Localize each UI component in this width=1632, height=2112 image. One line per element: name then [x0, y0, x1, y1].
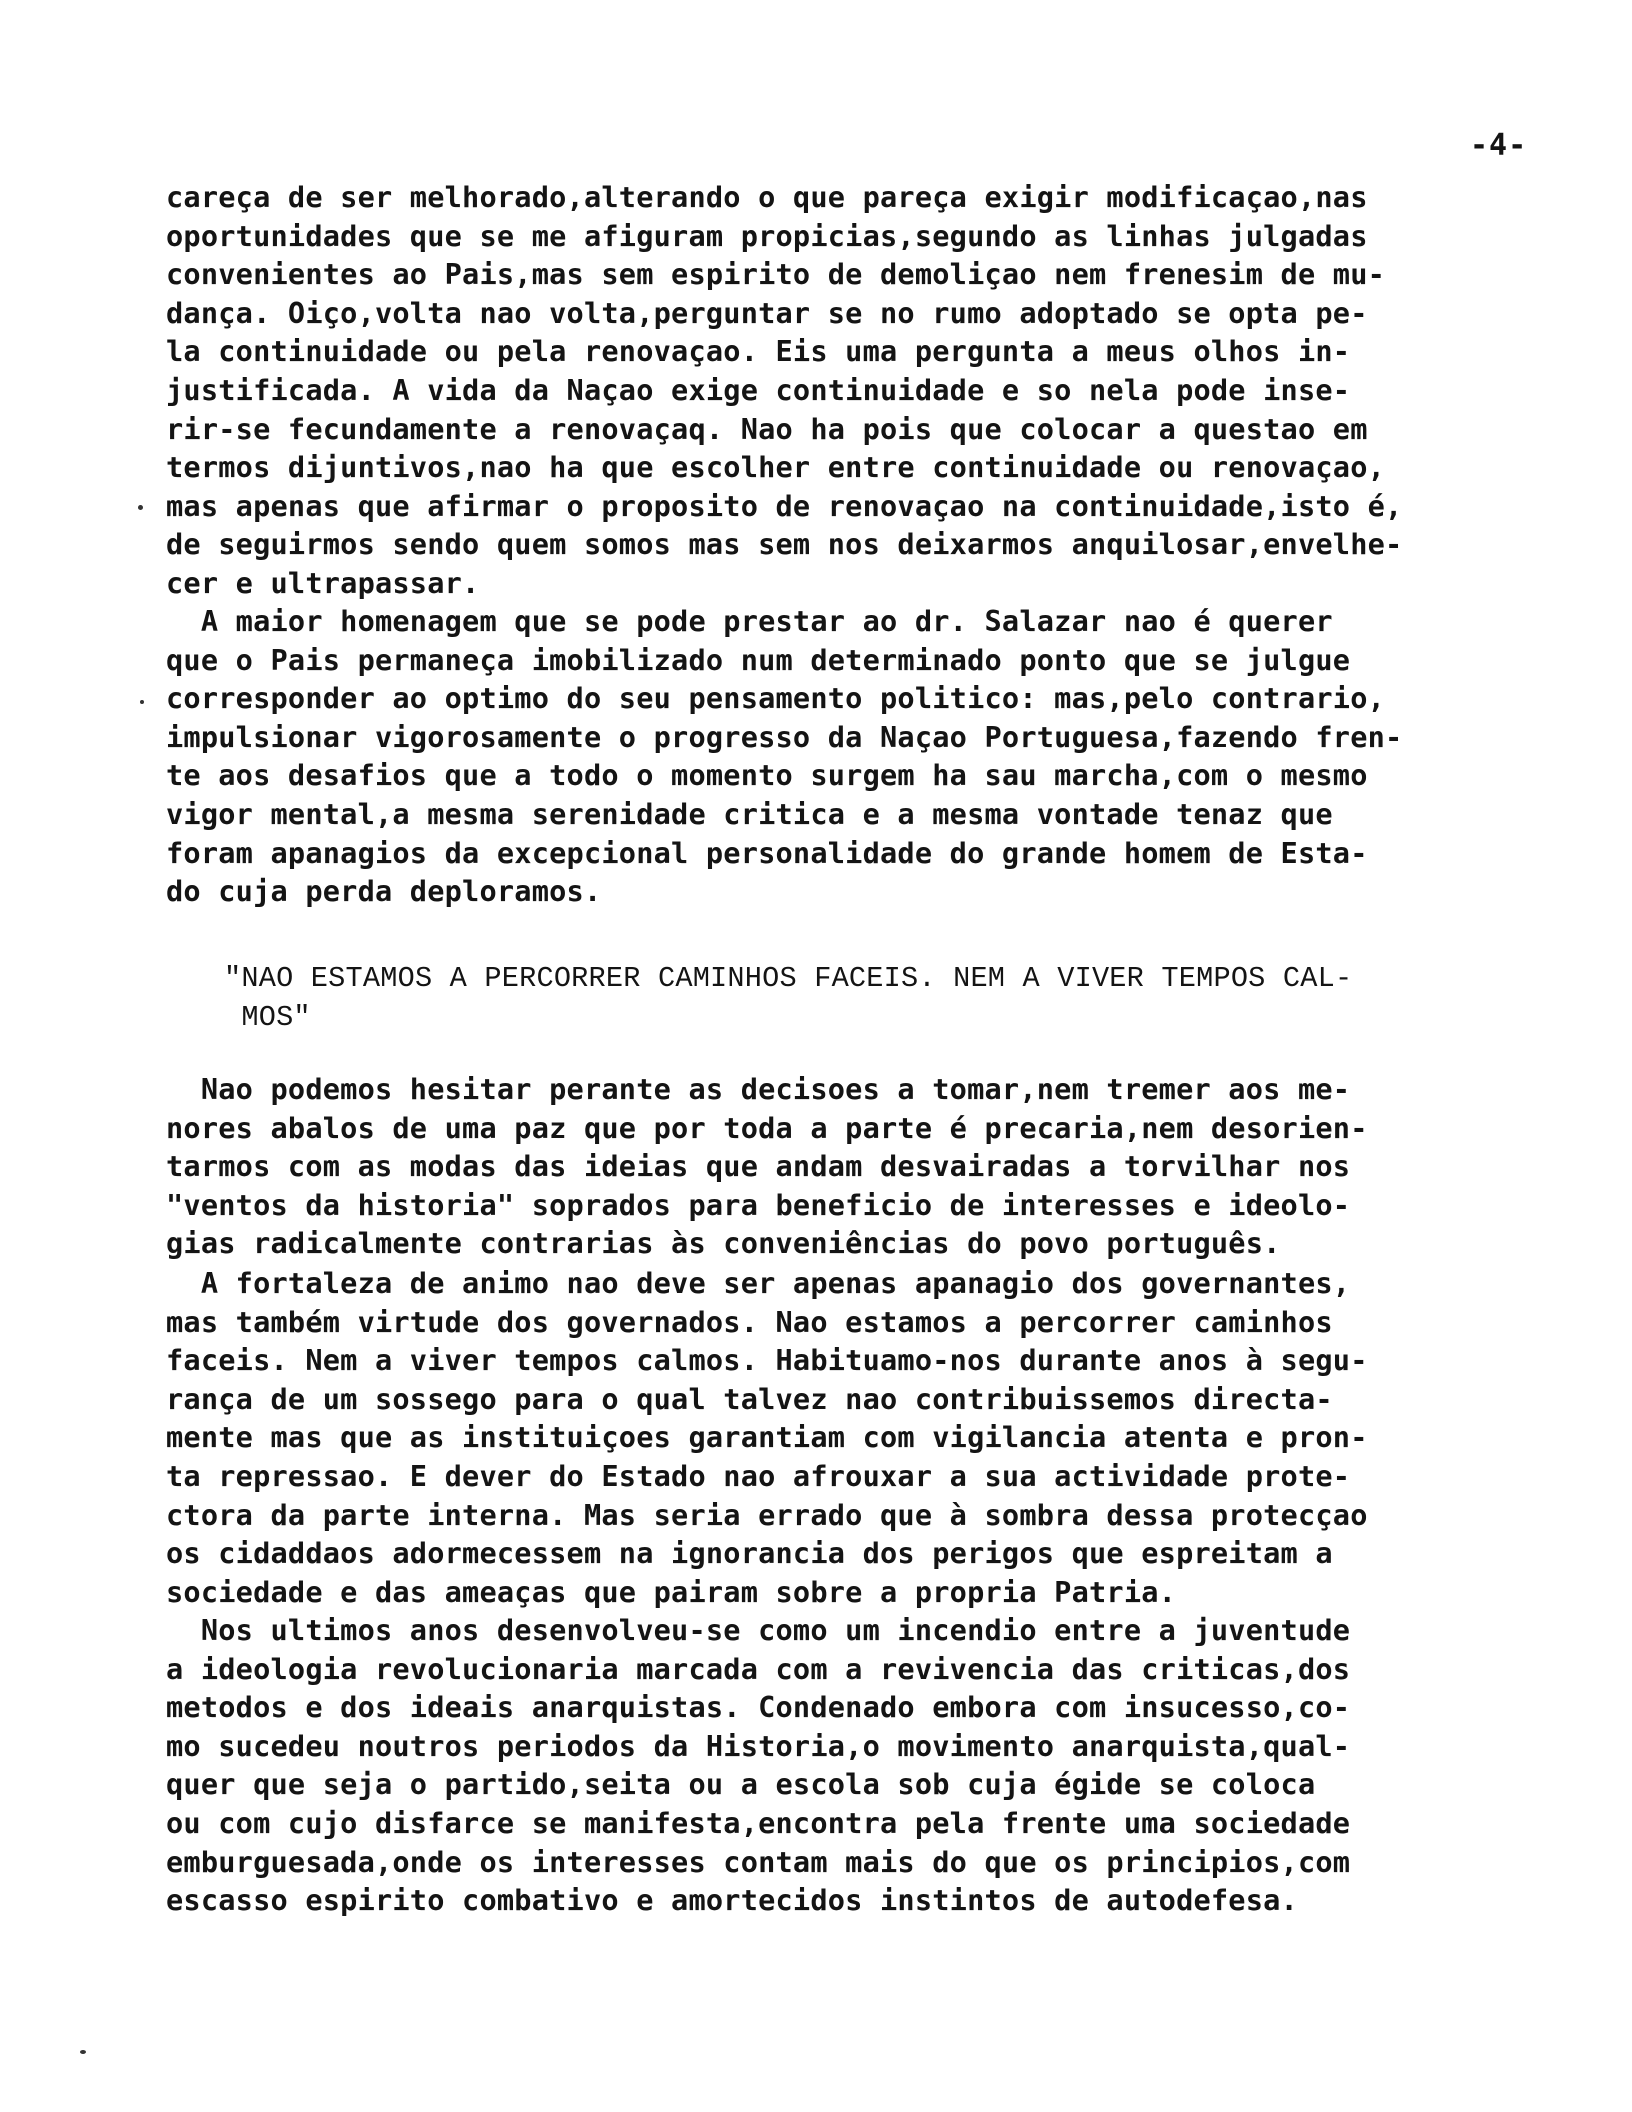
page-number: -4-	[1470, 128, 1528, 163]
text-line: mas apenas que afirmar o proposito de renovaçao na continuidade,isto é,	[166, 488, 1403, 523]
text-line: ou com cujo disfarce se manifesta,encontra pela frente uma sociedade	[166, 1805, 1351, 1840]
text-line: oportunidades que se me afiguram propicias,segundo as linhas julgadas	[166, 218, 1368, 253]
text-line: Nao podemos hesitar perante as decisoes a tomar,nem tremer aos me-	[166, 1072, 1351, 1106]
text-line: sociedade e das ameaças que pairam sobre a propria Patria.	[166, 1574, 1177, 1609]
text-line: nores abalos de uma paz que por toda a parte é precaria,nem desorien-	[166, 1110, 1368, 1145]
text-line: careça de ser melhorado,alterando o que pareça exigir modificaçao,nas	[166, 180, 1368, 214]
text-line: de seguirmos sendo quem somos mas sem nos deixarmos anquilosar,envelhe-	[166, 527, 1403, 562]
text-line: que o Pais permaneça imobilizado num determinado ponto que se julgue	[166, 642, 1351, 677]
section-heading	[224, 960, 1544, 1037]
text-line: mo sucedeu noutros periodos da Historia,o movimento anarquista,qual-	[166, 1728, 1351, 1763]
paragraph-5	[166, 1611, 1546, 1920]
scan-speck	[140, 700, 144, 704]
text-line: la continuidade ou pela renovaçao. Eis uma pergunta a meus olhos in-	[166, 334, 1351, 369]
text-line: metodos e dos ideais anarquistas. Condenado embora com insucesso,co-	[166, 1690, 1351, 1725]
text-line: gias radicalmente contrarias às conveniências do povo português.	[166, 1226, 1281, 1261]
text-line: vigor mental,a mesma serenidade critica e a mesma vontade tenaz que	[166, 796, 1333, 831]
scan-speck	[138, 505, 143, 510]
text-line: ta repressao. E dever do Estado nao afrouxar a sua actividade prote-	[166, 1458, 1351, 1493]
text-line: te aos desafios que a todo o momento surgem ha sau marcha,com o mesmo	[166, 758, 1368, 793]
text-line: faceis. Nem a viver tempos calmos. Habituamo-nos durante anos à segu-	[166, 1343, 1368, 1378]
text-line: termos dijuntivos,nao ha que escolher entre continuidade ou renovaçao,	[166, 450, 1386, 485]
text-line: "ventos da historia" soprados para beneficio de interesses e ideolo-	[166, 1187, 1351, 1222]
text-line: corresponder ao optimo do seu pensamento politico: mas,pelo contrario,	[166, 681, 1386, 716]
text-line: impulsionar vigorosamente o progresso da Naçao Portuguesa,fazendo fren-	[166, 719, 1403, 754]
text-line: mente mas que as instituiçoes garantiam com vigilancia atenta e pron-	[166, 1420, 1368, 1455]
paragraph-3	[166, 1070, 1546, 1263]
heading-line: MOS"	[224, 1000, 311, 1034]
text-line: escasso espirito combativo e amortecidos instintos de autodefesa.	[166, 1883, 1298, 1918]
scan-speck	[80, 2050, 86, 2054]
text-line: A fortaleza de animo nao deve ser apenas apanagio dos governantes,	[166, 1266, 1351, 1300]
text-line: rir-se fecundamente a renovaçaq. Nao ha pois que colocar a questao em	[166, 411, 1368, 446]
text-line: tarmos com as modas das ideias que andam desvairadas a torvilhar nos	[166, 1149, 1351, 1184]
text-line: os cidaddaos adormecessem na ignorancia dos perigos que espreitam a	[166, 1536, 1333, 1571]
text-line: convenientes ao Pais,mas sem espirito de demoliçao nem frenesim de mu-	[166, 257, 1386, 292]
heading-line: "NAO ESTAMOS A PERCORRER CAMINHOS FACEIS. NEM A VIVER TEMPOS CAL-	[224, 962, 1353, 995]
text-line: dança. Oiço,volta nao volta,perguntar se no rumo adoptado se opta pe-	[166, 295, 1368, 330]
text-line: A maior homenagem que se pode prestar ao dr. Salazar nao é querer	[166, 604, 1333, 638]
text-line: Nos ultimos anos desenvolveu-se como um incendio entre a juventude	[166, 1613, 1351, 1647]
text-line: ctora da parte interna. Mas seria errado que à sombra dessa protecçao	[166, 1497, 1368, 1532]
text-line: emburguesada,onde os interesses contam mais do que os principios,com	[166, 1844, 1351, 1879]
paragraph-1	[166, 178, 1546, 603]
text-line: mas também virtude dos governados. Nao estamos a percorrer caminhos	[166, 1304, 1333, 1339]
text-line: quer que seja o partido,seita ou a escola sob cuja égide se coloca	[166, 1767, 1316, 1802]
text-line: do cuja perda deploramos.	[166, 874, 602, 909]
text-line: foram apanagios da excepcional personalidade do grande homem de Esta-	[166, 835, 1368, 870]
text-line: rança de um sossego para o qual talvez nao contribuissemos directa-	[166, 1381, 1333, 1416]
paragraph-2	[166, 602, 1546, 911]
text-line: cer e ultrapassar.	[166, 565, 480, 600]
text-line: justificada. A vida da Naçao exige continuidade e so nela pode inse-	[166, 372, 1351, 407]
text-line: a ideologia revolucionaria marcada com a revivencia das criticas,dos	[166, 1651, 1351, 1686]
paragraph-4	[166, 1264, 1546, 1611]
